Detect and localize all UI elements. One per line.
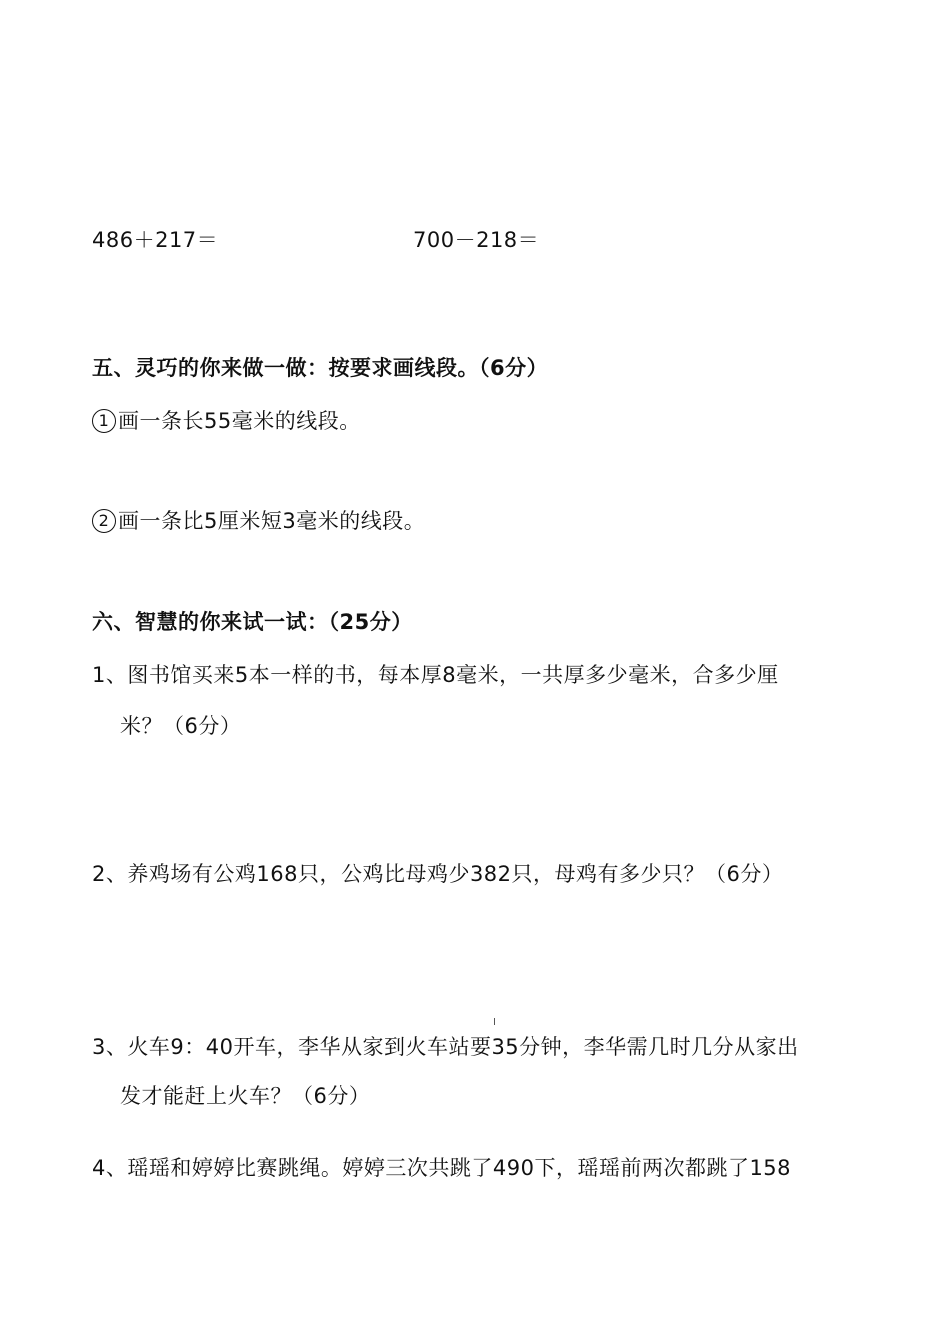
section-6-question-3-line-1: 3、火车9：40开车，李华从家到火车站要35分钟，李华需几时几分从家出 [92, 1035, 799, 1059]
section-6-question-3-line-2: 发才能赶上火车？（6分） [120, 1084, 371, 1108]
circled-number-1: 1 [92, 409, 116, 433]
section-5-question-2-text: 画一条比5厘米短3毫米的线段。 [118, 509, 426, 533]
section-5-heading: 五、灵巧的你来做一做：按要求画线段。（6分） [92, 356, 549, 380]
section-5-question-2 [92, 506, 425, 536]
section-5-question-1-text: 画一条长55毫米的线段。 [118, 409, 361, 433]
expression-addition: 486＋217＝ [92, 228, 219, 252]
section-6-question-1-line-1: 1、图书馆买来5本一样的书，每本厚8毫米，一共厚多少毫米，合多少厘 [92, 663, 779, 687]
section-6-heading: 六、智慧的你来试一试：（25分） [92, 610, 413, 634]
section-5-question-1 [92, 406, 361, 436]
circled-number-2: 2 [92, 509, 116, 533]
stray-mark [494, 1018, 495, 1025]
section-6-question-2: 2、养鸡场有公鸡168只，公鸡比母鸡少382只，母鸡有多少只？（6分） [92, 862, 784, 886]
expression-subtraction: 700－218＝ [413, 228, 540, 252]
section-6-question-4-line-1: 4、瑶瑶和婷婷比赛跳绳。婷婷三次共跳了490下，瑶瑶前两次都跳了158 [92, 1156, 792, 1180]
section-6-question-1-line-2: 米？（6分） [120, 714, 242, 738]
